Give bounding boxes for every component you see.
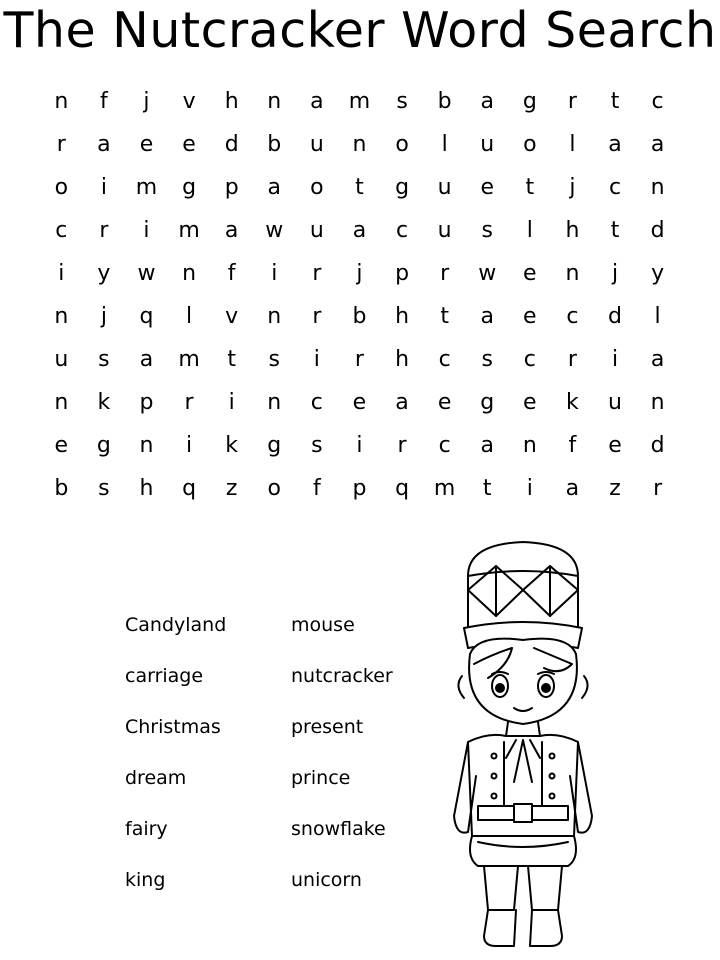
grid-row bbox=[40, 338, 680, 381]
word-list-item: unicorn bbox=[291, 869, 362, 891]
grid-row bbox=[40, 467, 680, 510]
grid-letter: a bbox=[608, 132, 622, 157]
grid-letter: t bbox=[610, 218, 620, 243]
grid-letter: l bbox=[654, 304, 661, 329]
grid-letter: g bbox=[522, 89, 537, 114]
grid-letter: i bbox=[58, 261, 65, 286]
grid-letter: j bbox=[143, 89, 150, 114]
grid-letter: i bbox=[356, 433, 363, 458]
grid-letter: e bbox=[54, 433, 69, 458]
grid-letter: y bbox=[651, 261, 665, 286]
grid-letter: t bbox=[440, 304, 449, 329]
grid-letter: a bbox=[650, 132, 665, 157]
grid-letter: f bbox=[312, 476, 321, 501]
grid-letter: a bbox=[480, 89, 494, 114]
grid-letter: n bbox=[522, 433, 537, 458]
grid-letter: s bbox=[481, 218, 493, 243]
grid-letter: u bbox=[54, 347, 69, 372]
grid-letter: n bbox=[267, 304, 282, 329]
grid-letter: n bbox=[267, 89, 282, 114]
word-list-item: snowflake bbox=[291, 818, 386, 840]
grid-letter: c bbox=[310, 390, 323, 415]
grid-letter: o bbox=[310, 175, 324, 200]
grid-letter: m bbox=[178, 347, 200, 372]
grid-letter: f bbox=[568, 433, 577, 458]
grid-letter: b bbox=[267, 132, 282, 157]
grid-letter: r bbox=[184, 390, 194, 415]
grid-row bbox=[40, 381, 680, 424]
grid-letter: a bbox=[395, 390, 409, 415]
grid-letter: r bbox=[312, 304, 322, 329]
grid-letter: v bbox=[225, 304, 239, 329]
grid-letter: r bbox=[312, 261, 322, 286]
word-list-item: nutcracker bbox=[291, 665, 393, 687]
grid-letter: u bbox=[608, 390, 622, 415]
word-list-item: Christmas bbox=[125, 716, 221, 738]
word-list-item: carriage bbox=[125, 665, 204, 687]
grid-letter: c bbox=[566, 304, 579, 329]
grid-letter: q bbox=[395, 476, 410, 501]
grid-letter: j bbox=[356, 261, 363, 286]
grid-letter: g bbox=[182, 175, 197, 200]
grid-letter: i bbox=[100, 175, 107, 200]
grid-letter: o bbox=[523, 132, 537, 157]
grid-letter: f bbox=[227, 261, 236, 286]
grid-letter: r bbox=[567, 347, 577, 372]
grid-letter: n bbox=[182, 261, 197, 286]
grid-letter: s bbox=[98, 476, 110, 501]
grid-letter: r bbox=[653, 476, 663, 501]
grid-letter: d bbox=[224, 132, 239, 157]
grid-letter: a bbox=[480, 433, 494, 458]
grid-letter: u bbox=[437, 175, 452, 200]
grid-letter: e bbox=[523, 261, 537, 286]
grid-letter: r bbox=[56, 132, 66, 157]
grid-letter: s bbox=[396, 89, 408, 114]
grid-letter: w bbox=[137, 261, 156, 286]
grid-letter: t bbox=[610, 89, 620, 114]
grid-letter: i bbox=[186, 433, 193, 458]
grid-letter: v bbox=[182, 89, 196, 114]
grid-letter: c bbox=[395, 218, 409, 243]
grid-letter: u bbox=[309, 132, 324, 157]
grid-letter: s bbox=[98, 347, 110, 372]
grid-letter: d bbox=[650, 218, 665, 243]
grid-letter: i bbox=[313, 347, 320, 372]
grid-letter: d bbox=[650, 433, 665, 458]
grid-letter: h bbox=[395, 304, 410, 329]
word-list-item: king bbox=[125, 869, 166, 891]
grid-letter: r bbox=[567, 89, 577, 114]
grid-letter: j bbox=[611, 261, 619, 286]
grid-row bbox=[40, 424, 680, 467]
grid-letter: a bbox=[267, 175, 281, 200]
grid-letter: i bbox=[228, 390, 235, 415]
grid-letter: p bbox=[395, 261, 410, 286]
grid-row bbox=[40, 166, 680, 209]
grid-letter: c bbox=[523, 347, 536, 372]
grid-letter: j bbox=[569, 175, 576, 200]
grid-letter: l bbox=[526, 218, 533, 243]
grid-letter: n bbox=[267, 390, 282, 415]
grid-letter: l bbox=[186, 304, 193, 329]
grid-letter: p bbox=[139, 390, 154, 415]
grid-letter: r bbox=[99, 218, 109, 243]
word-list-item: dream bbox=[125, 767, 187, 789]
grid-letter: i bbox=[611, 347, 619, 372]
word-list-item: Candyland bbox=[125, 614, 227, 636]
grid-letter: n bbox=[54, 304, 69, 329]
grid-letter: r bbox=[354, 347, 364, 372]
grid-letter: r bbox=[440, 261, 450, 286]
grid-letter: l bbox=[569, 132, 576, 157]
grid-letter: c bbox=[651, 89, 664, 114]
grid-letter: n bbox=[650, 175, 665, 200]
word-list-item: prince bbox=[291, 767, 351, 789]
grid-row bbox=[40, 252, 680, 295]
grid-letter: t bbox=[482, 476, 492, 501]
grid-letter: n bbox=[565, 261, 580, 286]
grid-letter: s bbox=[268, 347, 280, 372]
grid-letter: u bbox=[309, 218, 324, 243]
grid-letter: n bbox=[54, 89, 69, 114]
grid-row bbox=[40, 80, 680, 123]
grid-letter: g bbox=[96, 433, 111, 458]
grid-letter: u bbox=[480, 132, 495, 157]
grid-letter: b bbox=[54, 476, 69, 501]
grid-letter: b bbox=[437, 89, 452, 114]
grid-letter: m bbox=[178, 218, 200, 243]
grid-letter: o bbox=[54, 175, 69, 200]
grid-letter: e bbox=[182, 132, 196, 157]
grid-letter: i bbox=[143, 218, 150, 243]
grid-letter: a bbox=[352, 218, 367, 243]
grid-letter: t bbox=[525, 175, 535, 200]
grid-letter: z bbox=[225, 476, 238, 501]
grid-letter: c bbox=[608, 175, 622, 200]
grid-letter: e bbox=[523, 304, 537, 329]
grid-letter: s bbox=[311, 433, 323, 458]
grid-letter: g bbox=[267, 433, 282, 458]
grid-letter: b bbox=[352, 304, 367, 329]
grid-letter: d bbox=[608, 304, 622, 329]
letter-grid bbox=[40, 80, 680, 510]
grid-letter: o bbox=[267, 476, 281, 501]
word-list-item: fairy bbox=[125, 818, 168, 840]
grid-letter: e bbox=[480, 175, 494, 200]
grid-row bbox=[40, 209, 680, 252]
grid-letter: g bbox=[480, 390, 495, 415]
nutcracker-soldier-icon bbox=[448, 536, 598, 952]
grid-letter: r bbox=[397, 433, 407, 458]
grid-letter: a bbox=[97, 132, 111, 157]
grid-letter: u bbox=[437, 218, 452, 243]
grid-row bbox=[40, 123, 680, 166]
grid-letter: c bbox=[438, 347, 451, 372]
grid-letter: n bbox=[54, 390, 69, 415]
grid-letter: l bbox=[441, 132, 448, 157]
grid-letter: e bbox=[139, 132, 154, 157]
grid-letter: i bbox=[271, 261, 278, 286]
grid-letter: h bbox=[565, 218, 580, 243]
grid-letter: m bbox=[348, 89, 371, 114]
grid-letter: z bbox=[609, 476, 621, 501]
grid-letter: i bbox=[526, 476, 533, 501]
grid-letter: s bbox=[481, 347, 493, 372]
grid-letter: w bbox=[265, 218, 284, 243]
grid-letter: n bbox=[139, 433, 154, 458]
grid-letter: e bbox=[608, 433, 622, 458]
grid-letter: h bbox=[139, 476, 154, 501]
grid-letter: m bbox=[135, 175, 158, 200]
grid-letter: m bbox=[433, 476, 456, 501]
grid-letter: e bbox=[523, 390, 537, 415]
grid-letter: g bbox=[395, 175, 410, 200]
grid-letter: w bbox=[478, 261, 497, 286]
page-title: The Nutcracker Word Search bbox=[3, 2, 717, 59]
grid-letter: k bbox=[97, 390, 111, 415]
grid-letter: c bbox=[55, 218, 68, 243]
grid-letter: n bbox=[352, 132, 367, 157]
grid-letter: h bbox=[395, 347, 410, 372]
grid-letter: h bbox=[224, 89, 239, 114]
grid-letter: a bbox=[139, 347, 154, 372]
word-list-item: present bbox=[291, 716, 364, 738]
grid-letter: q bbox=[182, 476, 197, 501]
grid-letter: p bbox=[352, 476, 367, 501]
grid-letter: a bbox=[224, 218, 239, 243]
grid-letter: y bbox=[97, 261, 111, 286]
grid-letter: o bbox=[395, 132, 409, 157]
grid-letter: n bbox=[650, 390, 665, 415]
grid-letter: k bbox=[566, 390, 579, 415]
grid-letter: e bbox=[437, 390, 452, 415]
grid-letter: a bbox=[480, 304, 494, 329]
grid-letter: t bbox=[227, 347, 236, 372]
grid-letter: t bbox=[355, 175, 364, 200]
grid-letter: q bbox=[139, 304, 154, 329]
grid-row bbox=[40, 295, 680, 338]
grid-letter: e bbox=[352, 390, 367, 415]
grid-letter: a bbox=[310, 89, 324, 114]
grid-letter: a bbox=[650, 347, 665, 372]
grid-letter: p bbox=[224, 175, 239, 200]
word-list-item: mouse bbox=[291, 614, 355, 636]
grid-letter: j bbox=[100, 304, 107, 329]
grid-letter: c bbox=[438, 433, 451, 458]
grid-letter: a bbox=[565, 476, 580, 501]
grid-letter: f bbox=[100, 89, 108, 114]
grid-letter: k bbox=[225, 433, 239, 458]
